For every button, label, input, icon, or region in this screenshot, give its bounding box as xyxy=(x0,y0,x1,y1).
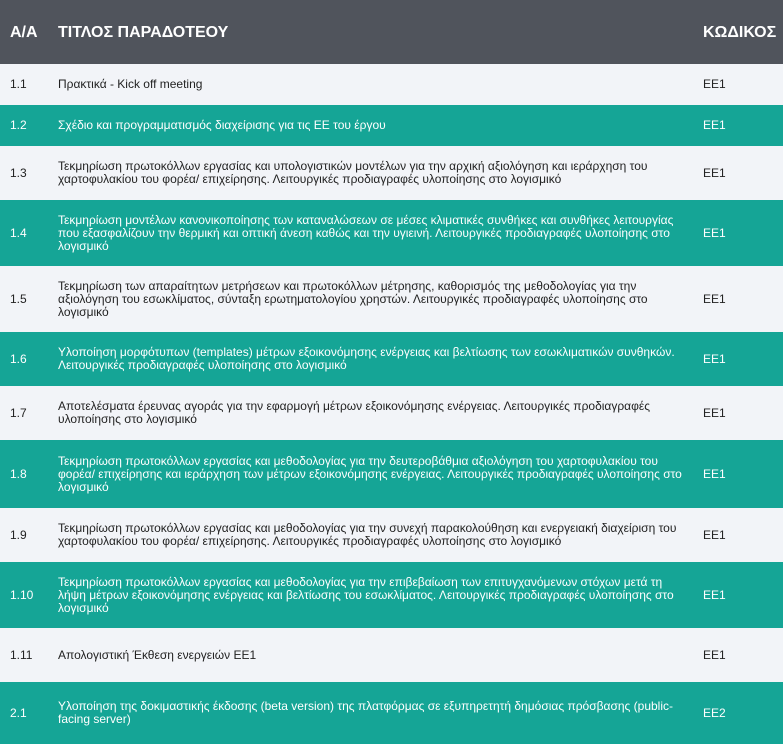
table-row xyxy=(0,508,783,562)
row-title: Τεκμηρίωση πρωτοκόλλων εργασίας και μεθοδολογίας για την συνεχή παρακολούθηση και ενεργειακή διαχείριση του χαρτοφυλακίου του φορέα/ επιχείρησης. Λειτουργικές προδιαγραφές υλοποίησης στο λογισμικό xyxy=(58,521,677,548)
row-title: Απολογιστική Έκθεση ενεργειών ΕΕ1 xyxy=(58,647,257,662)
row-code: ΕΕ1 xyxy=(703,77,726,91)
table-row xyxy=(0,105,783,146)
row-number: 1.11 xyxy=(10,647,33,662)
table-row xyxy=(0,200,783,266)
table-row xyxy=(0,266,783,332)
row-number: 2.1 xyxy=(10,705,27,720)
row-number: 1.2 xyxy=(10,118,27,132)
table-row xyxy=(0,628,783,682)
row-title: Τεκμηρίωση των απαραίτητων μετρήσεων και πρωτοκόλλων μέτρησης, καθορισμός της μεθοδολογίας για την αξιολόγηση του εσωκλίματος, σύνταξη ερωτηματολογίου χρηστών. Λειτουργικές προδιαγραφές υλοποίησης στο λογισμικό xyxy=(58,278,648,319)
row-number: 1.4 xyxy=(10,225,27,240)
row-title: Υλοποίηση της δοκιμαστικής έκδοσης (beta version) της πλατφόρμας σε εξυπηρετητή δημόσιας πρόσβασης (public-facing server) xyxy=(58,699,674,726)
table-row xyxy=(0,682,783,744)
table-header-row xyxy=(0,0,783,64)
row-title: Αποτελέσματα έρευνας αγοράς για την εφαρμογή μέτρων εξοικονόμησης ενέργειας. Λειτουργικές προδιαγραφές υλοποίησης στο λογισμικό xyxy=(58,399,651,426)
row-code: ΕΕ1 xyxy=(703,118,726,132)
row-number: 1.5 xyxy=(10,291,27,306)
table-row xyxy=(0,386,783,440)
row-number: 1.1 xyxy=(10,77,27,91)
row-title: Υλοποίηση μορφότυπων (templates) μέτρων εξοικονόμησης ενέργειας και βελτίωσης των εσωκλιματικών συνθηκών. Λειτουργικές προδιαγραφές υλοποίησης στο λογισμικό xyxy=(58,345,675,372)
row-title: Σχέδιο και προγραμματισμός διαχείρισης για τις ΕΕ του έργου xyxy=(58,118,386,132)
row-code: ΕΕ1 xyxy=(703,165,726,180)
row-code: ΕΕ2 xyxy=(703,705,726,720)
row-code: ΕΕ1 xyxy=(703,291,726,306)
row-number: 1.10 xyxy=(10,587,34,602)
header-code: ΚΩΔΙΚΟΣ xyxy=(703,23,777,41)
row-number: 1.3 xyxy=(10,165,27,180)
row-code: ΕΕ1 xyxy=(703,587,726,602)
row-number: 1.9 xyxy=(10,527,27,542)
row-number: 1.8 xyxy=(10,466,27,481)
row-code: ΕΕ1 xyxy=(703,647,726,662)
row-code: ΕΕ1 xyxy=(703,351,726,366)
row-title: Τεκμηρίωση πρωτοκόλλων εργασίας και υπολογιστικών μοντέλων για την αρχική αξιολόγηση και ιεράρχηση του χαρτοφυλακίου του φορέα/ επιχείρησης. Λειτουργικές προδιαγραφές υλοποίησης στο λογισμικό xyxy=(58,159,648,186)
table-row xyxy=(0,64,783,105)
row-code: ΕΕ1 xyxy=(703,225,726,240)
table-row xyxy=(0,146,783,200)
row-title: Πρακτικά - Kick off meeting xyxy=(58,77,203,91)
row-title: Τεκμηρίωση πρωτοκόλλων εργασίας και μεθοδολογίας για την επιβεβαίωση των επιτυγχανόμενων στόχων μετά τη λήψη μέτρων εξοικονόμησης ενέργειας και βελτίωσης του εσωκλίματος. Λειτουργικές προδιαγραφές υλοποίησης στο λογισμικό xyxy=(58,574,674,615)
table-row xyxy=(0,562,783,628)
row-code: ΕΕ1 xyxy=(703,527,726,542)
header-title: ΤΙΤΛΟΣ ΠΑΡΑΔΟΤΕΟΥ xyxy=(58,23,229,41)
row-title: Τεκμηρίωση πρωτοκόλλων εργασίας και μεθοδολογίας για την δευτεροβάθμια αξιολόγηση του χαρτοφυλακίου του φορέα/ επιχείρησης και ιεράρχηση των μέτρων εξοικονόμησης ενέργειας. Λειτουργικές προδιαγραφές υλοποίησης στο λογισμικό xyxy=(58,453,682,494)
header-number: Α/Α xyxy=(10,23,38,41)
table-row xyxy=(0,332,783,386)
row-number: 1.7 xyxy=(10,405,27,420)
row-code: ΕΕ1 xyxy=(703,405,726,420)
row-title: Τεκμηρίωση μοντέλων κανονικοποίησης των καταναλώσεων σε μέσες κλιματικές συνθήκες και συνθήκες λειτουργίας που εξασφαλίζουν την θερμική και οπτική άνεση καθώς και την υγιεινή. Λειτουργικές προδιαγραφές υλοποίησης στο λογισμικό xyxy=(58,212,674,253)
row-number: 1.6 xyxy=(10,351,27,366)
row-code: ΕΕ1 xyxy=(703,466,726,481)
table-row xyxy=(0,440,783,508)
